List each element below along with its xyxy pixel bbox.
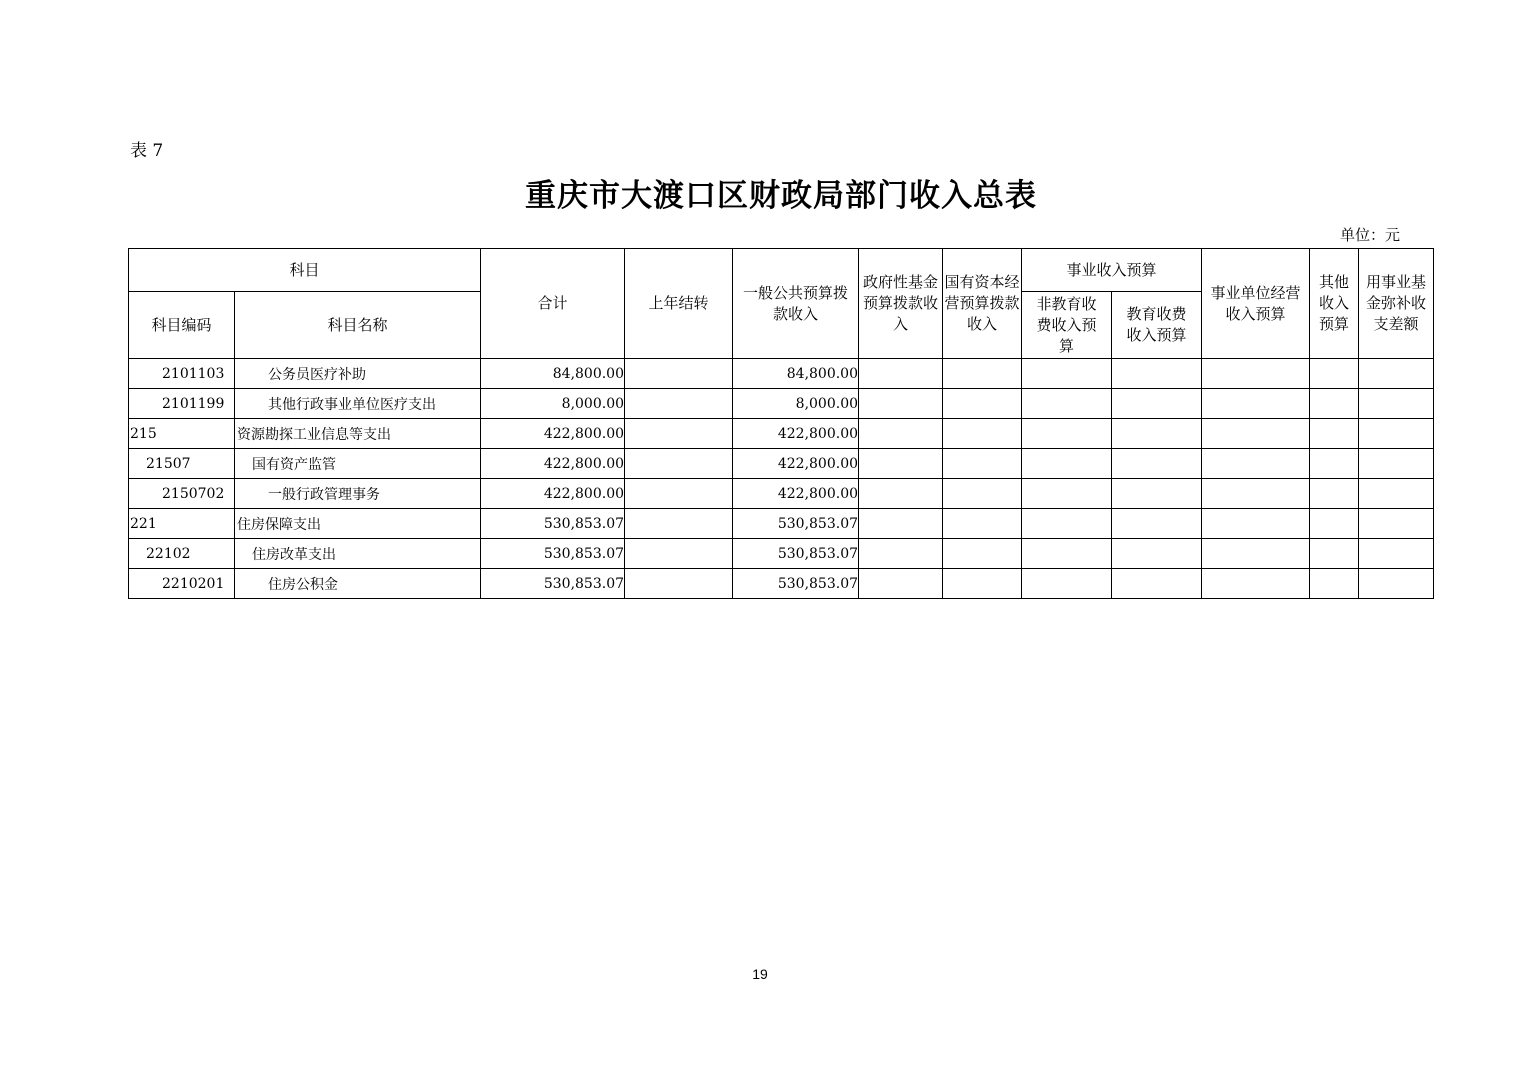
empty-cell	[1359, 359, 1434, 389]
table-row	[129, 509, 1434, 539]
empty-cell	[1112, 479, 1202, 509]
empty-cell	[1359, 449, 1434, 479]
empty-cell	[1359, 509, 1434, 539]
empty-cell	[1310, 509, 1359, 539]
header-other-income: 其他收入预算	[1310, 249, 1359, 359]
header-undertaking-income: 事业收入预算	[1022, 249, 1202, 292]
empty-cell	[1310, 569, 1359, 599]
total-value: 422,800.00	[481, 449, 625, 479]
subject-code: 2101199	[129, 389, 235, 419]
table-row	[129, 389, 1434, 419]
table-row	[129, 479, 1434, 509]
empty-cell	[1112, 359, 1202, 389]
empty-cell	[943, 419, 1022, 449]
empty-cell	[625, 509, 733, 539]
header-subject-code: 科目编码	[129, 292, 235, 359]
empty-cell	[859, 419, 943, 449]
subject-code: 215	[129, 419, 235, 449]
empty-cell	[1202, 449, 1310, 479]
empty-cell	[1202, 479, 1310, 509]
subject-code: 22102	[129, 539, 235, 569]
empty-cell	[1112, 389, 1202, 419]
header-unit-operating: 事业单位经营收入预算	[1202, 249, 1310, 359]
general-public-value: 530,853.07	[733, 539, 859, 569]
table-row	[129, 419, 1434, 449]
empty-cell	[1310, 419, 1359, 449]
empty-cell	[943, 359, 1022, 389]
empty-cell	[943, 539, 1022, 569]
empty-cell	[1112, 569, 1202, 599]
empty-cell	[1359, 419, 1434, 449]
empty-cell	[1202, 539, 1310, 569]
total-value: 422,800.00	[481, 419, 625, 449]
subject-name: 住房改革支出	[235, 539, 481, 569]
empty-cell	[1359, 569, 1434, 599]
header-edu-fee: 教育收费收入预算	[1112, 292, 1202, 359]
table-row	[129, 539, 1434, 569]
empty-cell	[859, 479, 943, 509]
empty-cell	[1112, 509, 1202, 539]
empty-cell	[1202, 359, 1310, 389]
empty-cell	[1202, 419, 1310, 449]
general-public-value: 530,853.07	[733, 509, 859, 539]
empty-cell	[625, 359, 733, 389]
total-value: 530,853.07	[481, 569, 625, 599]
header-carryover: 上年结转	[625, 249, 733, 359]
table-row	[129, 449, 1434, 479]
subject-name: 住房公积金	[235, 569, 481, 599]
general-public-value: 84,800.00	[733, 359, 859, 389]
general-public-value: 422,800.00	[733, 449, 859, 479]
empty-cell	[859, 449, 943, 479]
empty-cell	[1310, 359, 1359, 389]
empty-cell	[1310, 449, 1359, 479]
empty-cell	[1310, 539, 1359, 569]
unit-label: 单位：元	[1340, 226, 1401, 244]
empty-cell	[1202, 569, 1310, 599]
total-value: 530,853.07	[481, 509, 625, 539]
total-value: 530,853.07	[481, 539, 625, 569]
empty-cell	[1022, 389, 1112, 419]
subject-code: 2150702	[129, 479, 235, 509]
empty-cell	[625, 539, 733, 569]
empty-cell	[943, 449, 1022, 479]
empty-cell	[1359, 389, 1434, 419]
empty-cell	[1022, 479, 1112, 509]
empty-cell	[1022, 539, 1112, 569]
header-total: 合计	[481, 249, 625, 359]
empty-cell	[1112, 539, 1202, 569]
empty-cell	[1310, 389, 1359, 419]
empty-cell	[943, 569, 1022, 599]
empty-cell	[625, 389, 733, 419]
subject-code: 2101103	[129, 359, 235, 389]
empty-cell	[1022, 359, 1112, 389]
empty-cell	[1310, 479, 1359, 509]
header-state-capital: 国有资本经营预算拨款收入	[943, 249, 1022, 359]
empty-cell	[1022, 569, 1112, 599]
subject-name: 其他行政事业单位医疗支出	[235, 389, 481, 419]
empty-cell	[943, 509, 1022, 539]
page-title: 重庆市大渡口区财政局部门收入总表	[525, 178, 1037, 214]
total-value: 8,000.00	[481, 389, 625, 419]
empty-cell	[1359, 539, 1434, 569]
subject-name: 资源勘探工业信息等支出	[235, 419, 481, 449]
header-non-edu-fee: 非教育收费收入预算	[1022, 292, 1112, 359]
header-subject-name: 科目名称	[235, 292, 481, 359]
general-public-value: 530,853.07	[733, 569, 859, 599]
empty-cell	[859, 569, 943, 599]
header-gov-fund: 政府性基金预算拨款收入	[859, 249, 943, 359]
table-row	[129, 359, 1434, 389]
income-summary-table	[128, 248, 1434, 599]
empty-cell	[1022, 419, 1112, 449]
table-row	[129, 569, 1434, 599]
empty-cell	[859, 539, 943, 569]
empty-cell	[625, 449, 733, 479]
empty-cell	[1359, 479, 1434, 509]
empty-cell	[625, 479, 733, 509]
subject-code: 2210201	[129, 569, 235, 599]
empty-cell	[1022, 449, 1112, 479]
subject-name: 国有资产监管	[235, 449, 481, 479]
subject-name: 公务员医疗补助	[235, 359, 481, 389]
empty-cell	[1202, 389, 1310, 419]
empty-cell	[625, 569, 733, 599]
empty-cell	[859, 359, 943, 389]
subject-code: 21507	[129, 449, 235, 479]
page-number: 19	[752, 966, 768, 982]
subject-name: 一般行政管理事务	[235, 479, 481, 509]
subject-name: 住房保障支出	[235, 509, 481, 539]
empty-cell	[625, 419, 733, 449]
empty-cell	[1202, 509, 1310, 539]
header-general-public: 一般公共预算拨款收入	[733, 249, 859, 359]
total-value: 84,800.00	[481, 359, 625, 389]
empty-cell	[859, 509, 943, 539]
empty-cell	[1112, 419, 1202, 449]
general-public-value: 8,000.00	[733, 389, 859, 419]
table-number-label: 表 7	[130, 141, 164, 161]
empty-cell	[859, 389, 943, 419]
empty-cell	[943, 389, 1022, 419]
empty-cell	[1112, 449, 1202, 479]
empty-cell	[943, 479, 1022, 509]
empty-cell	[1022, 509, 1112, 539]
subject-code: 221	[129, 509, 235, 539]
general-public-value: 422,800.00	[733, 419, 859, 449]
header-subject: 科目	[129, 249, 481, 292]
general-public-value: 422,800.00	[733, 479, 859, 509]
header-fund-supplement: 用事业基金弥补收支差额	[1359, 249, 1434, 359]
total-value: 422,800.00	[481, 479, 625, 509]
